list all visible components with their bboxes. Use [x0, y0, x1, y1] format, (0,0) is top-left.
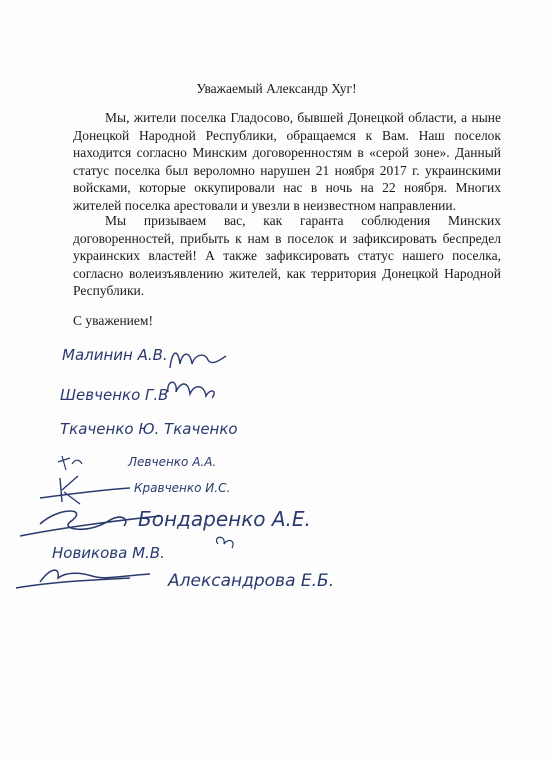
signature-scribble-4 — [58, 456, 82, 470]
signature-scribble-5 — [40, 476, 130, 504]
signature-name-7: Новикова М.В. — [52, 544, 165, 562]
signature-scribble-7 — [216, 537, 233, 548]
signature-name-5: Кравченко И.С. — [134, 481, 231, 495]
signatures-svg — [0, 330, 553, 610]
signature-scribble-8 — [16, 570, 150, 588]
letter-paragraph-2 — [73, 212, 501, 300]
signature-scribble-1 — [170, 353, 226, 368]
paragraph-2-text: Мы призываем вас, как гаранта соблюдения Минских договоренностей, прибыть к нам в поселок и зафиксировать беспредел украинских властей! А также зафиксировать статус нашего поселка, согласно волеизъявлению жителей, как территория Донецкой Народной Республики. — [73, 213, 501, 298]
paragraph-1-text: Мы, жители поселка Гладосово, бывшей Донецкой области, а ныне Донецкой Народной Республики, обращаемся к Вам. Наш поселок находится согласно Минским договоренностям в «серой зоне». Данный статус поселка был вероломно нарушен 21 ноября 2017 г. украинскими войсками, которые оккупировали нас в ночь на 22 ноября. Многих жителей поселка арестовали и увезли в неизвестном направлении. — [73, 110, 501, 213]
letter-closing: С уважением! — [73, 313, 153, 328]
signature-name-3: Ткаченко Ю. Ткаченко — [60, 420, 238, 438]
letter-salutation: Уважаемый Александр Хуг! — [196, 81, 357, 96]
signature-name-2: Шевченко Г.В — [60, 386, 169, 404]
signature-name-1: Малинин А.В. — [62, 346, 168, 364]
signature-scribble-2 — [168, 382, 214, 398]
signature-name-6: Бондаренко А.Е. — [138, 507, 311, 531]
signature-name-8: Александрова Е.Б. — [168, 571, 335, 591]
signature-name-4: Левченко А.А. — [128, 455, 217, 469]
signature-block — [0, 330, 553, 610]
letter-paragraph-1 — [73, 109, 501, 214]
